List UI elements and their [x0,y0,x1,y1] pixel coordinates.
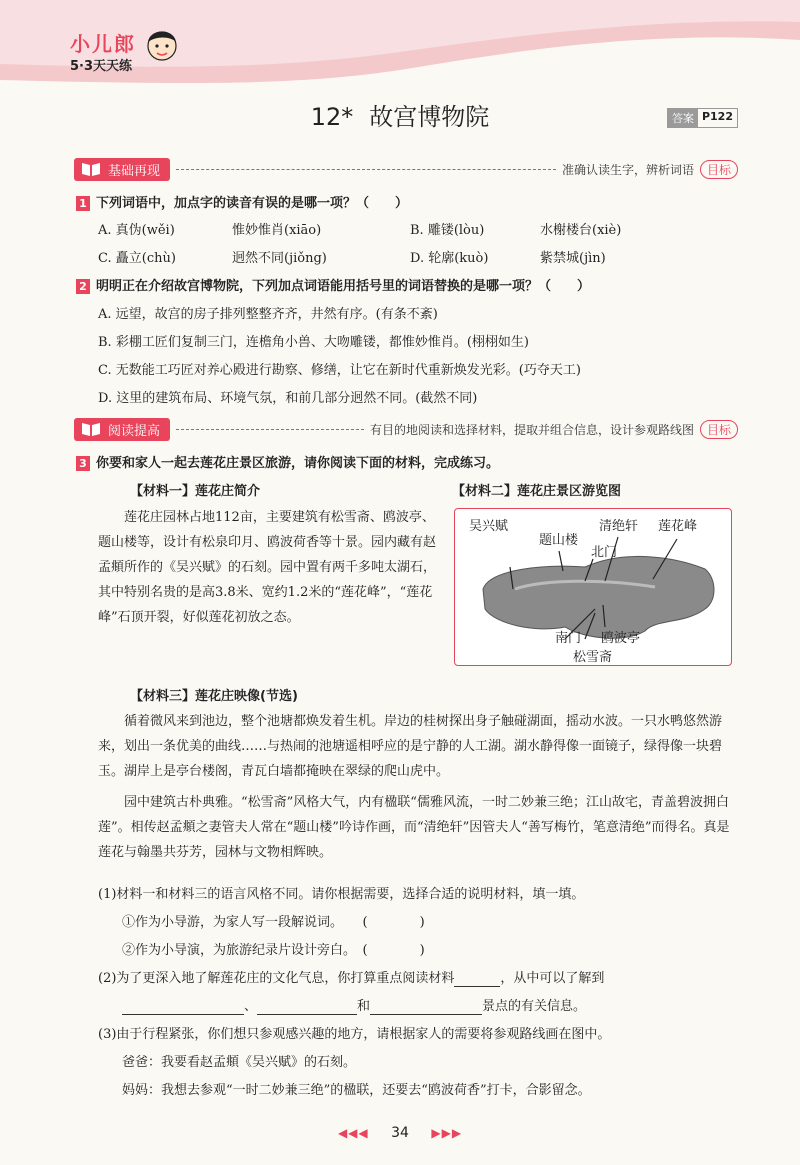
blank-spot-3[interactable] [370,999,482,1015]
material-3-title: 【材料三】莲花庄映像(节选) [130,689,298,704]
q1-option-b: B. 雕镂(lòu) [410,223,485,238]
q1-option-a-2: 惟妙惟肖(xiāo) [232,223,322,238]
material-3-para-2: 园中建筑古朴典雅。“松雪斋”风格大气，内有楹联“儒雅风流，一时二妙兼三绝；江山故宅，青盖碧波拥白莲”。相传赵孟頫之妻管夫人常在“题山楼”吟诗作画，而“清绝轩”因管夫人“善写梅竹，笔意清绝”而得名。真是莲花与翰墨共芬芳，园林与文物相辉映。 [98,795,730,860]
q2-option-c: C. 无数能工巧匠对养心殿进行勘察、修缮，让它在新时代重新焕发光彩。(巧夺天工) [98,363,581,378]
question-3-text: 你要和家人一起去莲花庄景区旅游，请你阅读下面的材料，完成练习。 [96,456,500,471]
brand-logo [70,28,136,74]
blank-spot-2[interactable] [257,999,357,1015]
dad-request: 爸爸：我要看赵孟頫《吴兴赋》的石刻。 [122,1055,357,1070]
question-2-text: 明明正在介绍故宫博物院，下列加点词语能用括号里的词语替换的是哪一项？（ ） [96,279,591,294]
book-icon [80,420,102,438]
question-1-text: 下列词语中，加点字的读音有误的是哪一项？（ ） [96,196,409,211]
q1-option-d: D. 轮廓(kuò) [410,251,489,266]
map-label-nanmen: 南门 [555,631,582,646]
answer-label: 答案 [668,109,698,127]
map-label-tishanlou: 题山楼 [539,533,579,548]
q1-option-a: A. 真伪(wěi) [98,223,175,238]
section-basic-goal-badge: 目标 [700,160,738,179]
q2-option-b: B. 彩棚工匠们复制三门，连檐角小兽、大吻雕镂，都惟妙惟肖。(栩栩如生) [98,335,529,350]
blank-spot-1[interactable] [122,999,244,1015]
sub-question-1: (1)材料一和材料三的语言风格不同。请你根据需要，选择合适的说明材料，填一填。 [98,887,585,902]
question-1 [76,192,408,211]
q2-option-d: D. 这里的建筑布局、环境气氛，和前几部分迥然不同。(截然不同) [98,391,478,406]
q1-option-b-2: 水榭楼台(xiè) [540,223,622,238]
left-arrows-icon: ◀◀◀ [337,1126,369,1140]
map-label-songxuezhai: 松雪斋 [573,650,613,665]
section-reading-header [74,417,738,441]
lesson-number: 12* [310,103,354,131]
map-label-wuxingfu: 吴兴赋 [469,519,509,534]
map-label-lianhuafeng: 莲花峰 [658,519,698,534]
material-1-text: 莲花庄园林占地112亩，主要建筑有松雪斋、鸥波亭、题山楼等，设计有松泉印月、鸥波荷香等十景。园内藏有赵孟頫所作的《吴兴赋》的石刻。园中置有两千多吨太湖石，其中特别名贵的是高3.8米、宽约1.2米的“莲花峰”，“莲花峰”石顶开裂，好似莲花初放之态。 [98,510,437,625]
question-3 [76,452,499,471]
divider [176,429,364,430]
sub-question-1b[interactable]: ②作为小导演，为旅游纪录片设计旁白。 ( ) [122,943,425,958]
sub-question-2-text-b: ，从中可以了解到 [500,971,605,986]
book-icon [80,160,102,178]
section-basic-tag [74,158,170,181]
map-label-oubotng: 鸥波亭 [601,631,641,646]
section-basic-header [74,157,738,181]
lesson-name: 故宫博物院 [369,103,490,131]
right-arrows-icon: ▶▶▶ [431,1126,463,1140]
q1-option-d-2: 紫禁城(jìn) [540,251,606,266]
section-basic-goal: 准确认读生字，辨析词语 [561,162,694,177]
question-2 [76,275,590,294]
blank-material[interactable] [454,971,500,987]
material-1-title: 【材料一】莲花庄简介 [130,484,261,499]
sub-question-2-line2 [122,995,586,1015]
sub-question-2-text-d: 和 [357,999,371,1014]
section-reading-label: 阅读提高 [108,423,161,439]
question-3-number: 3 [76,456,90,471]
sub-question-1a[interactable]: ①作为小导游，为家人写一段解说词。 ( ) [122,915,425,930]
sub-question-2-text-a: (2)为了更深入地了解莲花庄的文化气息，你打算重点阅读材料 [98,971,455,986]
q1-option-c-2: 迥然不同(jiǒng) [232,251,327,266]
material-3-body [98,709,738,865]
divider [176,169,556,170]
sub-question-2-text-c: 、 [244,999,258,1014]
sub-question-3: (3)由于行程紧张，你们想只参观感兴趣的地方，请根据家人的需要将参观路线画在图中。 [98,1027,611,1042]
sub-question-2-text-e: 景点的有关信息。 [482,999,587,1014]
section-reading-goal-badge: 目标 [700,420,738,439]
question-2-number: 2 [76,279,90,294]
material-1-body [98,505,438,630]
page-number: 34 [391,1125,409,1141]
section-reading-goal: 有目的地阅读和选择材料，提取并组合信息，设计参观路线图 [369,422,694,437]
mom-request: 妈妈：我想去参观“一时二妙兼三绝”的楹联，还要去“鸥波荷香”打卡，合影留念。 [122,1083,591,1098]
answer-page-badge [667,108,738,128]
brand-series: 5·3天天练 [70,59,133,74]
material-2-title: 【材料二】莲花庄景区游览图 [452,484,622,499]
map-label-beimen: 北门 [591,545,618,560]
q1-option-c: C. 矗立(chù) [98,251,176,266]
question-1-number: 1 [76,196,90,211]
scenic-map[interactable] [454,508,732,666]
answer-page: P122 [701,110,733,123]
sub-question-2 [98,967,604,987]
section-basic-label: 基础再现 [108,163,161,179]
material-3-para-1: 循着微风来到池边，整个池塘都焕发着生机。岸边的桂树探出身子触碰湖面，摇动水波。一只水鸭悠然游来，划出一条优美的曲线……与热闹的池塘遥相呼应的是宁静的人工湖。湖水静得像一面镜子，绿得像一块碧玉。湖岸上是亭台楼阁，青瓦白墙都掩映在翠绿的爬山虎中。 [98,714,723,779]
q2-option-a: A. 远望，故宫的房子排列整整齐齐，井然有序。(有条不紊) [98,307,438,322]
section-reading-tag [74,418,170,441]
mascot-icon [142,24,182,68]
brand-name: 小儿郎 [70,32,136,56]
page-footer [0,1125,800,1141]
map-label-qingjuexuan: 清绝轩 [599,519,639,534]
